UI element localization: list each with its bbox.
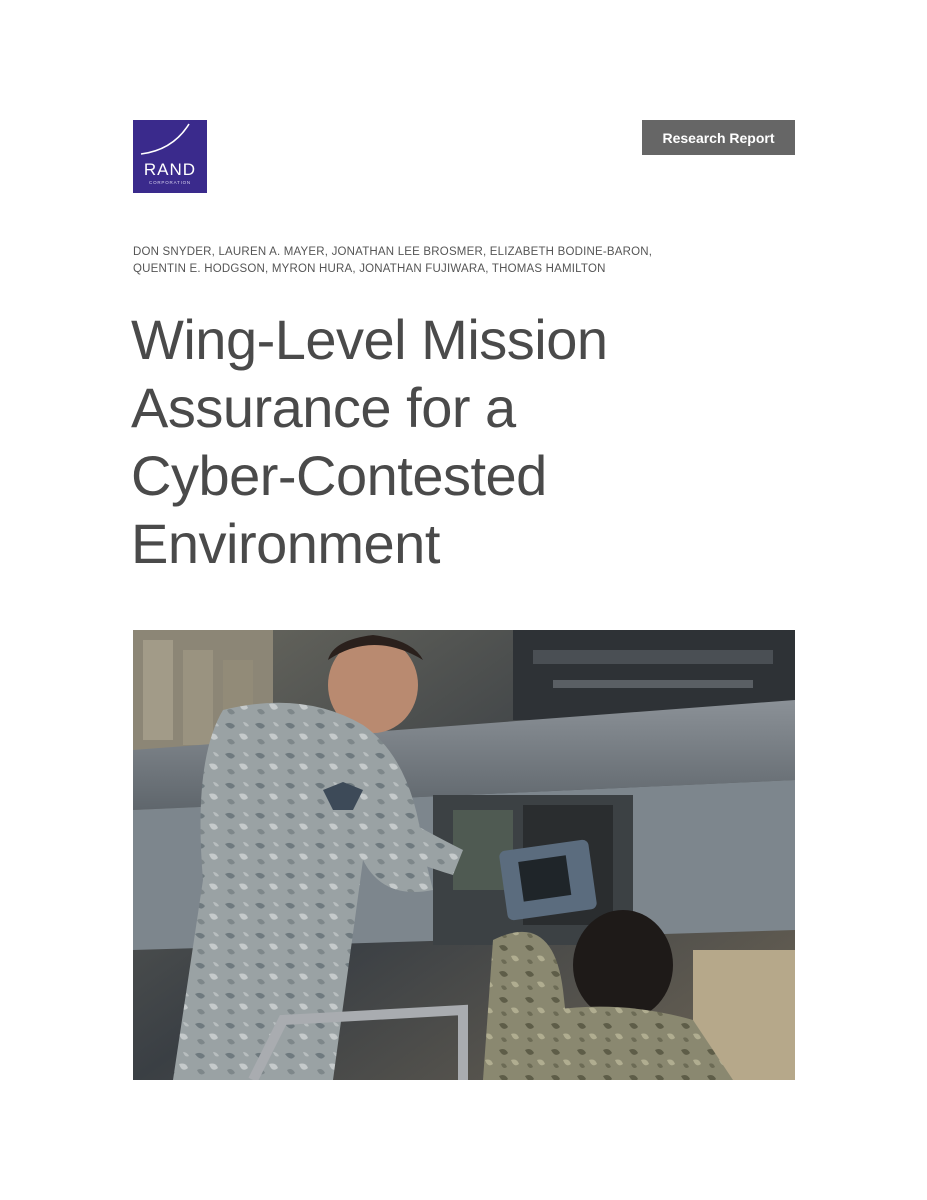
author-list xyxy=(133,244,813,278)
author-line: QUENTIN E. HODGSON, MYRON HURA, JONATHAN FUJIWARA, THOMAS HAMILTON xyxy=(133,263,606,275)
title-line: Environment xyxy=(131,512,440,575)
logo-subtext: CORPORATION xyxy=(149,180,191,185)
cover-photo xyxy=(133,630,795,1080)
title-line: Assurance for a xyxy=(131,376,516,439)
rand-logo xyxy=(133,120,207,193)
logo-wordmark: RAND xyxy=(143,160,197,179)
report-title xyxy=(131,306,831,578)
photo-airmen-aircraft-maintenance-icon xyxy=(133,630,795,1080)
title-line: Wing-Level Mission xyxy=(131,308,608,371)
author-line: DON SNYDER, LAUREN A. MAYER, JONATHAN LEE BROSMER, ELIZABETH BODINE-BARON, xyxy=(133,246,653,258)
title-line: Cyber-Contested xyxy=(131,444,547,507)
report-type-badge: Research Report xyxy=(642,120,795,155)
